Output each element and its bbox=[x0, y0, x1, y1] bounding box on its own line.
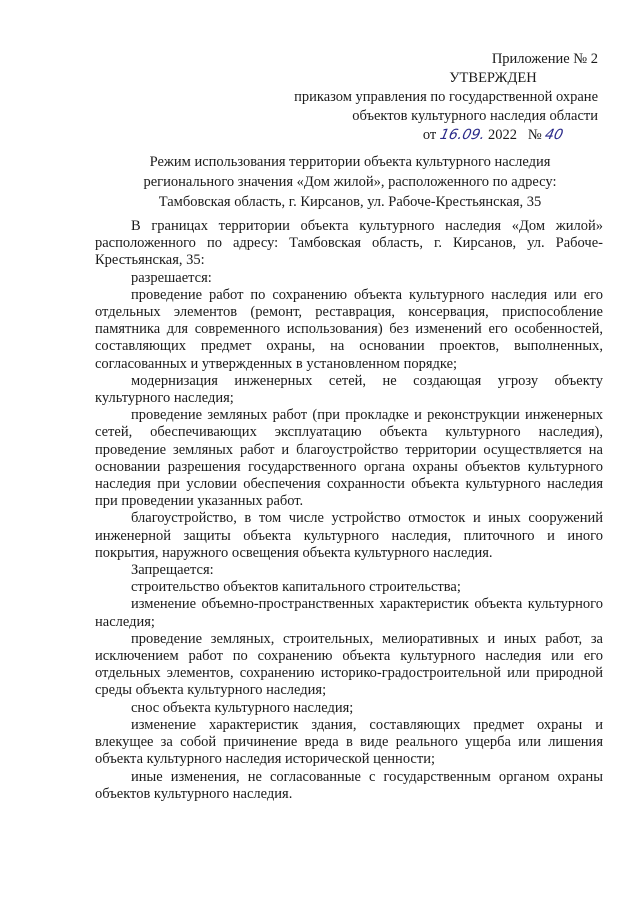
order-year: 2022 bbox=[488, 127, 517, 143]
title-line-2: регионального значения «Дом жилой», расположенного по адресу: bbox=[143, 174, 557, 190]
prohibited-item: иные изменения, не согласованные с государственным органом охраны объектов культурного наследия. bbox=[95, 768, 603, 802]
appendix-number: Приложение № 2 bbox=[491, 51, 598, 67]
order-authority: объектов культурного наследия области bbox=[352, 108, 598, 124]
allowed-item: проведение земляных работ (при прокладке и реконструкции инженерных сетей, обеспечивающих эксплуатацию объекта культурного наследия), проведение земляных работ и благоустройство территории осуществляется на основании разрешения государственного органа охраны объектов культурного наследия при условии обеспечения сохранности объекта культурного наследия при проведении указанных работ. bbox=[95, 407, 603, 510]
order-date-line bbox=[268, 126, 598, 145]
handwritten-number: 40 bbox=[543, 127, 565, 143]
title-line-3: Тамбовская область, г. Кирсанов, ул. Рабоче-Крестьянская, 35 bbox=[158, 194, 542, 210]
title-line-1: Режим использования территории объекта культурного наследия bbox=[149, 154, 551, 170]
appendix-header bbox=[268, 50, 598, 145]
order-line: приказом управления по государственной охране bbox=[294, 89, 598, 105]
approved-label: УТВЕРЖДЕН bbox=[449, 70, 537, 86]
document-body bbox=[95, 218, 603, 803]
prohibited-item: изменение характеристик здания, составляющих предмет охраны и влекущее за собой причинение вреда в виде реального ущерба или лишения объекта культурного наследия исторической ценности; bbox=[95, 716, 603, 768]
prohibited-item: проведение земляных, строительных, мелиоративных и иных работ, за исключением работ по сохранению объекта культурного наследия или его отдельных элементов, сохранению историко-градостроительной или природной среды объекта культурного наследия; bbox=[95, 630, 603, 699]
prohibited-item: строительство объектов капитального строительства; bbox=[131, 579, 461, 596]
number-prefix: № bbox=[527, 127, 542, 143]
allowed-item: модернизация инженерных сетей, не создающая угрозу объекту культурного наследия; bbox=[95, 372, 603, 407]
intro-paragraph: В границах территории объекта культурного наследия «Дом жилой» расположенного по адресу: Тамбовская область, г. Кирсанов, ул. Рабоче-Крестьянская, 35: bbox=[95, 218, 603, 269]
document-title bbox=[100, 152, 600, 212]
prohibited-item: снос объекта культурного наследия; bbox=[131, 699, 354, 716]
handwritten-date: 16.09. bbox=[438, 127, 487, 143]
date-prefix: от bbox=[422, 127, 437, 143]
prohibited-heading: Запрещается: bbox=[131, 562, 214, 579]
allowed-item: благоустройство, в том числе устройство отмосток и иных сооружений инженерной защиты объекта культурного наследия, плиточного и иного покрытия, наружного освещения объекта культурного наследия. bbox=[95, 510, 603, 561]
allowed-heading: разрешается: bbox=[131, 269, 212, 286]
prohibited-item: изменение объемно-пространственных характеристик объекта культурного наследия; bbox=[95, 596, 603, 630]
allowed-item: проведение работ по сохранению объекта культурного наследия или его отдельных элементов (ремонт, реставрация, консервация, приспособление памятника для современного использования) без изменений его особенностей, составляющих предмет охраны, на основании проектов, выполненных, согласованных и утвержденных в установленном порядке; bbox=[95, 286, 603, 372]
